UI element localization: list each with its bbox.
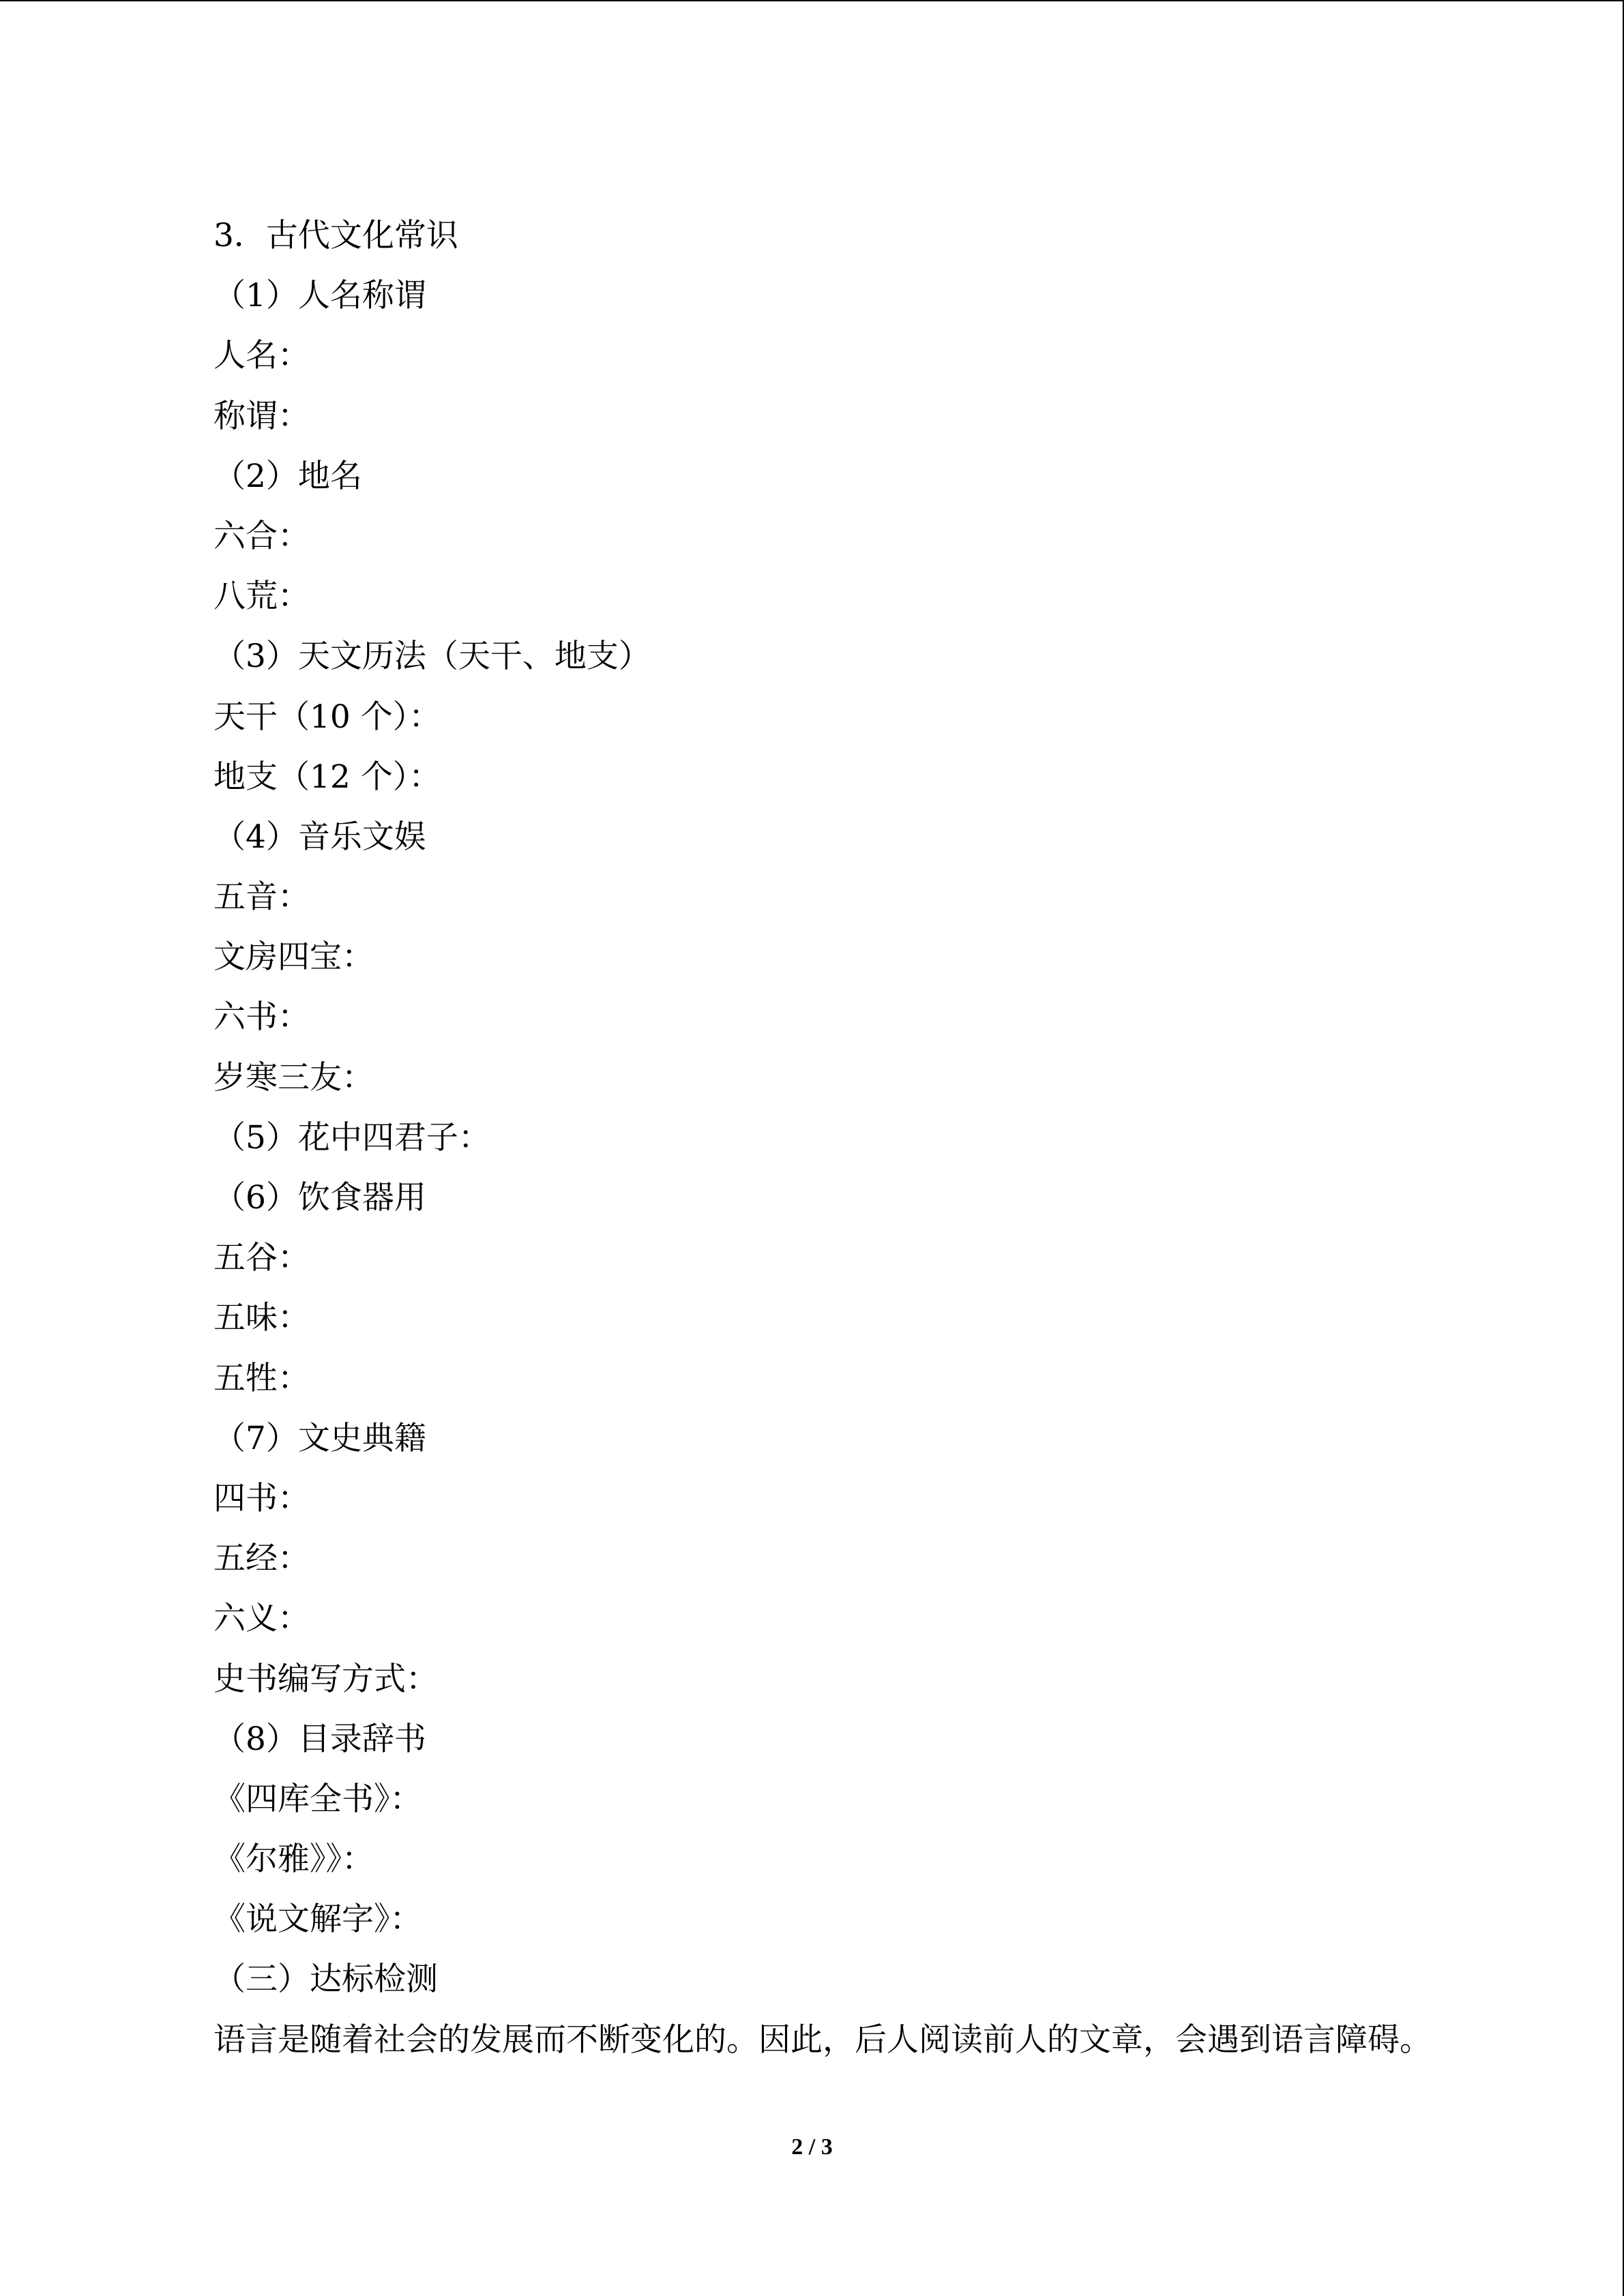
term-line: 五牲： — [213, 1359, 310, 1397]
term-line: 《说文解字》： — [213, 1900, 422, 1939]
term-line: 《尔雅》》： — [213, 1840, 374, 1879]
term-line: 史书编写方式： — [213, 1660, 438, 1698]
body-paragraph: 语言是随着社会的发展而不断变化的。因此，后人阅读前人的文章，会遇到语言障碍。 — [213, 2021, 1432, 2059]
subsection-heading: （7）文史典籍 — [213, 1419, 426, 1457]
term-line: 四书： — [213, 1479, 310, 1517]
subsection-heading: （6）饮食器用 — [213, 1179, 426, 1217]
subsection-heading: （4）音乐文娱 — [213, 818, 426, 856]
subsection-heading: （8）目录辞书 — [213, 1720, 426, 1758]
term-line: 岁寒三友： — [213, 1058, 374, 1097]
subsection-heading: （3）天文历法（天干、地支） — [213, 638, 651, 676]
term-line: 八荒： — [213, 578, 310, 616]
term-line: 六合： — [213, 517, 310, 555]
term-line: 《四库全书》： — [213, 1780, 422, 1818]
subsection-heading: （5）花中四君子： — [213, 1118, 490, 1157]
term-line: 五经： — [213, 1540, 310, 1578]
term-line: 六义： — [213, 1600, 310, 1638]
term-line: 六书： — [213, 998, 310, 1037]
term-line: 五谷： — [213, 1239, 310, 1277]
section-heading: 3．古代文化常识 — [213, 217, 458, 254]
term-line: 天干（10 个）： — [213, 698, 441, 736]
subsection-heading: （三）达标检测 — [213, 1960, 438, 1999]
term-line: 人名： — [213, 337, 310, 375]
subsection-heading: （2）地名 — [213, 457, 362, 495]
term-line: 文房四宝： — [213, 938, 374, 976]
term-line: 地支（12 个）： — [213, 758, 441, 796]
term-line: 称谓： — [213, 397, 310, 435]
term-line: 五味： — [213, 1299, 310, 1337]
term-line: 五音： — [213, 878, 310, 916]
document-body — [213, 206, 1441, 2070]
subsection-heading: （1）人名称谓 — [213, 277, 426, 315]
page-number: 2 / 3 — [791, 2134, 833, 2160]
